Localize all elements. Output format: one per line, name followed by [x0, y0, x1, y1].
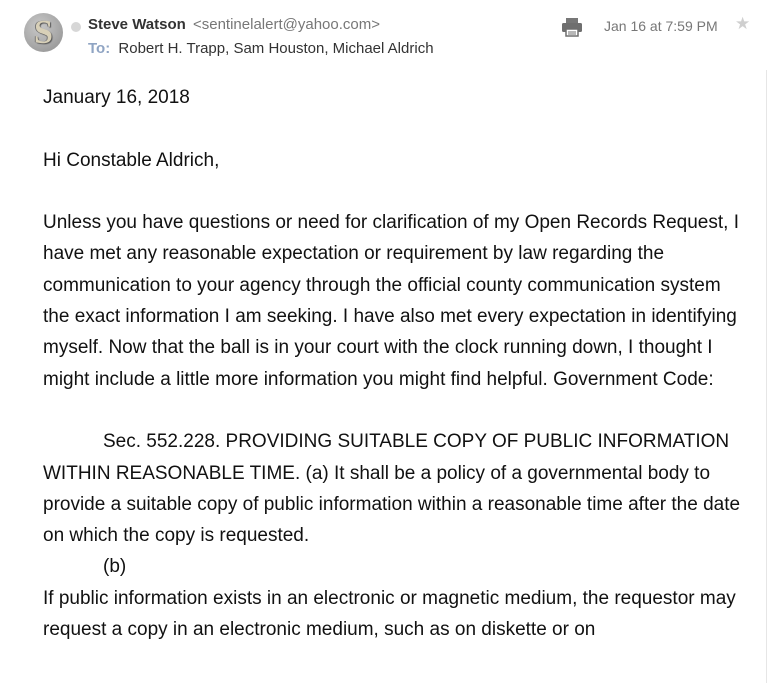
subsection-b-label: (b): [103, 556, 127, 578]
paragraph-1: Unless you have questions or need for clarification of my Open Records Request, I have met any reasonable expectation or requirement by law regarding the communication to your agency through the official county communication system the exact information I am seeking. I have also met every expectation in identifying myself. Now that the ball is in your court with the clock running down, I thought I might include a little more information you might find helpful. Government Code:: [43, 212, 739, 390]
recipients-line: [88, 40, 434, 57]
printer-icon[interactable]: [561, 17, 583, 37]
sender[interactable]: [88, 16, 380, 33]
sender-email[interactable]: <sentinelalert@yahoo.com>: [192, 16, 380, 33]
to-label: To:: [88, 40, 111, 57]
message-date: Jan 16 at 7:59 PM: [604, 18, 718, 34]
avatar-letter: S: [34, 14, 53, 51]
message-body: [43, 82, 743, 645]
section-text: Sec. 552.228. PROVIDING SUITABLE COPY OF PUBLIC INFORMATION WITHIN REASONABLE TIME. (a) It shall be a policy of a governmental body to provide a suitable copy of public information within a reasonable time after the date on which the copy is requested.: [43, 431, 741, 547]
avatar[interactable]: [24, 13, 63, 52]
greeting: Hi Constable Aldrich,: [43, 149, 220, 171]
date-line: January 16, 2018: [43, 87, 190, 108]
section-552-228: [43, 426, 743, 551]
message-header: [0, 0, 767, 70]
star-icon[interactable]: ★: [735, 14, 751, 33]
subsection-b-text: If public information exists in an electronic or magnetic medium, the requestor may request a copy in an electronic medium, such as on diskette or on: [43, 587, 736, 641]
status-dot-icon: [71, 22, 81, 32]
sender-name[interactable]: Steve Watson: [88, 16, 186, 33]
recipients-list[interactable]: Robert H. Trapp, Sam Houston, Michael Aldrich: [118, 40, 434, 57]
